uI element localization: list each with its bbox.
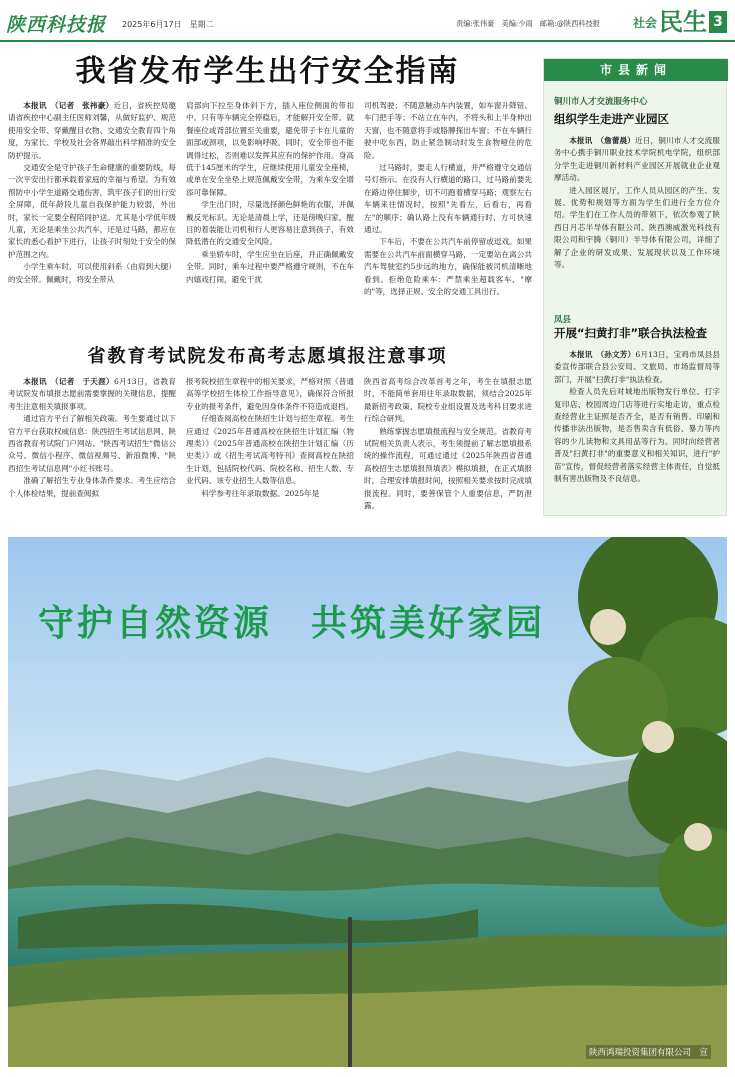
article1-col3b-text: 过马路时，要走人行横道，并严格遵守交通信号灯指示。在没有人行横道的路口，过马路前要先在路边停住脚步，切不可跑着横穿马路；观察左右车辆来往情况时，按照"先看左，后看右，再看左"的顺序；确认路上没有车辆通行时，方可快速通过。 <box>364 163 532 235</box>
article1-column-1 <box>8 100 176 338</box>
story2-byline: 本报讯 （孙文芳） <box>569 350 636 359</box>
article2-col1-text: 6月13日，省教育考试院发布填报志愿前需要掌握的关键信息，提醒考生注意相关填报事项。 <box>8 377 176 411</box>
ad-slogan: 守护自然资源 共筑美好家园 <box>38 602 546 644</box>
section-tag-small: 社会 <box>632 15 657 30</box>
article1-byline: 本报讯 （记者 张祎豪） <box>23 101 114 110</box>
section-tag-large: 民生 <box>659 8 707 36</box>
article2-column-1 <box>8 376 176 526</box>
article1-column-3 <box>364 100 532 338</box>
ad-credit: 陕西鸿瑞投资集团有限公司 宣 <box>586 1045 711 1059</box>
article2-col2-text: 报考院校招生章程中的相关要求，严格对照《普通高等学校招生体检工作指导意见》，确保符合所报专业的报考条件，避免因身体条件不符造成退档。 <box>186 377 354 411</box>
landscape-photo-ad <box>8 537 727 1067</box>
story1-kicker: 铜川市人才交流服务中心 <box>554 97 648 107</box>
story1-body1: 近日，铜川市人才交流服务中心携手铜川职业技术学院机电学院，组织部分学生走进铜川新材料产业园区开展就业企业观摩活动。 <box>554 136 720 183</box>
editor-credits: 责编:张伟豪 美编:少雨 邮箱:@陕西科技报 <box>456 19 600 28</box>
article2-col2b-text: 仔细查阅高校在陕招生计划与招生章程。考生应通过《2025年普通高校在陕招生计划汇编（物理类）》《2025年普通高校在陕招生计划汇编（历史类）》或《招生考试高考特刊》查阅高校在陕招生计划，包括院校代码、院校名称、招生人数、专业代码、该专业招生人数等信息。 <box>186 414 354 486</box>
newspaper-logo: 陕西科技报 <box>6 14 107 36</box>
issue-date: 2025年6月17日 星期二 <box>122 20 214 29</box>
sidebar-header: 市县新闻 <box>544 59 728 81</box>
article1-col1-text: 近日，省疾控局邀请省疾控中心副主任医师刘馨，从做好监护、规范使用安全带、穿戴醒目衣物、交通安全教育四个角度，为家长、学校及社会各界敲出科学精准的安全防护提示。 <box>8 101 176 160</box>
article1-col2c-text: 乘坐轿车时，学生应坐在后座，并正确佩戴安全带。同时，乘车过程中要严格遵守规则，不在车内嬉戏打闹，避免干扰 <box>186 249 354 284</box>
article1-col2-text: 肩部向下拉至身体斜下方，插入座位侧面的带扣中。只有等车辆完全停稳后，才能解开安全带。就餐座位或背部位置至关重要，避免带子卡在儿童的面部或颈项，以免影响呼吸。同时，安全带也不能调得过松，否则难以发挥其应有的保护作用。身高低于145厘米的学生，应继续使用儿童安全座椅，或单在安全坐垫上规范佩戴安全带，为乘车安全增添可靠保障。 <box>186 101 354 197</box>
masthead <box>0 0 735 44</box>
city-news-sidebar <box>543 58 727 516</box>
story1-body2: 进入园区展厅，工作人员从园区的产生、发展、优势和规划等方面为学生们进行全方位介绍。学生们在工作人员的带领下，依次参观了陕西日月芯半导体有限公司、陕西澳威激光科技有限公司和宇腾（铜川）半导体有限公司，详细了解了企业的研发成果、发展现状以及工作环境等。 <box>554 185 720 270</box>
article2-col1c-text: 准确了解招生专业身体条件要求。考生应结合个人体检结果，提前查阅拟 <box>8 476 176 498</box>
article2-col1b-text: 通过官方平台了解相关政策。考生要通过以下官方平台获取权威信息：陕西招生考试信息网、陕西省教育考试院门户网站、"陕西考试招生"微信公众号、微信小程序、微信视频号、新浪微博、"陕西招生考试信息网"小红书账号。 <box>8 414 176 473</box>
story2-body2: 检查人员先后对城地出版物发行单位、打字复印店、校园周边门店等进行实地走访，重点检查经营业主证照是否齐全，是否有销售、印刷和传播非法出版物，是否售卖含有低俗、暴力等内容的少儿读物和文具用品等行为。同时向经营者普及"扫黄打非"的重要意义和相关知识，进行"护苗"宣传，督促经营者落实经营主体责任，自觉抵制有害出版物及不良信息。 <box>554 387 720 484</box>
utility-pole <box>348 917 352 1067</box>
section-label <box>633 8 727 36</box>
article1-col3-text: 司机驾驶；不随意触动车内装置，如车窗升降钮、车门把手等；不站立在车内，不将头和上半身伸出天窗，也不随意将手或胳膊探出车窗；不在车辆行驶中吃东西，防止紧急制动时发生食物噎住的危险。 <box>364 101 532 160</box>
article1-column-2 <box>186 100 354 338</box>
story2-title: 开展“扫黄打非”联合执法检查 <box>554 326 708 340</box>
story2-body <box>554 349 720 511</box>
article1-col1b-text: 交通安全是守护孩子生命健康的重要防线，每一次平安出行都承载着家庭的幸福与希望。为有效预防中小学生道路交通伤害，筑牢孩子们的出行安全屏障，低年龄段儿童自我保护能力较弱，外出时，家长一定要全程陪同护送。尤其是小学低年级儿童，无论是乘坐公共汽车，还是过马路，都应在家长的悉心看护下进行，让孩子时刻处于安全的保护范围之内。 <box>8 163 176 259</box>
header-rule <box>0 40 735 42</box>
article1-col1c-text: 小学生乘车时，可以使用斜系（由肩到大腿）的安全带。佩戴时，将安全带从 <box>8 262 176 284</box>
story2-kicker: 凤县 <box>554 315 572 325</box>
article2-byline: 本报讯 （记者 于天涯） <box>23 377 114 386</box>
story1-byline: 本报讯 （詹蕾晨） <box>569 136 636 145</box>
article2-col2c-text: 科学参考往年录取数据。2025年是 <box>201 488 320 498</box>
page-number: 3 <box>709 11 727 33</box>
article1-headline: 我省发布学生出行安全指南 <box>75 54 460 89</box>
article2-column-2 <box>186 376 354 526</box>
article2-col3-text: 陕西省高考综合改革首考之年，考生在填报志愿时，不能简单套用往年录取数据，须结合2025年最新招考政策、院校专业组设置及选考科目要求进行综合研判。 <box>364 377 532 424</box>
story1-title: 组织学生走进产业园区 <box>554 112 669 126</box>
article1-col2b-text: 学生出门时，尽量选择颜色鲜艳的衣服，并佩戴反光标识。无论是清晨上学，还是傍晚归家，醒目的着装能让司机和行人更容易注意到孩子，有效降低潜在的交通安全风险。 <box>186 200 354 247</box>
article2-col3b-text: 熟练掌握志愿填报流程与安全规范。省教育考试院相关负责人表示，考生须提前了解志愿填报系统的操作流程，可通过通过《2025年陕西省普通高校招生志愿填报预填表》模拟填报，在正式填报时，合理安排填报时间，按照相关要求按时完成填报流程。同时，要善保管个人重要信息，严防泄露。 <box>364 426 532 511</box>
article2-column-3 <box>364 376 532 526</box>
story2-body1: 6月13日，宝鸡市凤县县委宣传部联合县公安局、文旅局、市场监督局等部门，开展"扫黄打非"执法检查。 <box>554 350 720 384</box>
article1-col3c-text: 下车后，不要在公共汽车前停留或逗戏。如果需要在公共汽车前面横穿马路，一定要站在离公共汽车驾驶室约5步远的地方，确保能被司机清晰地看到。拒绝危险乘车：严禁乘坐超载客车、"摩的"等，选择正规、安全的交通工具出行。 <box>364 237 532 297</box>
story1-body <box>554 135 720 317</box>
article2-headline: 省教育考试院发布高考志愿填报注意事项 <box>87 346 448 367</box>
